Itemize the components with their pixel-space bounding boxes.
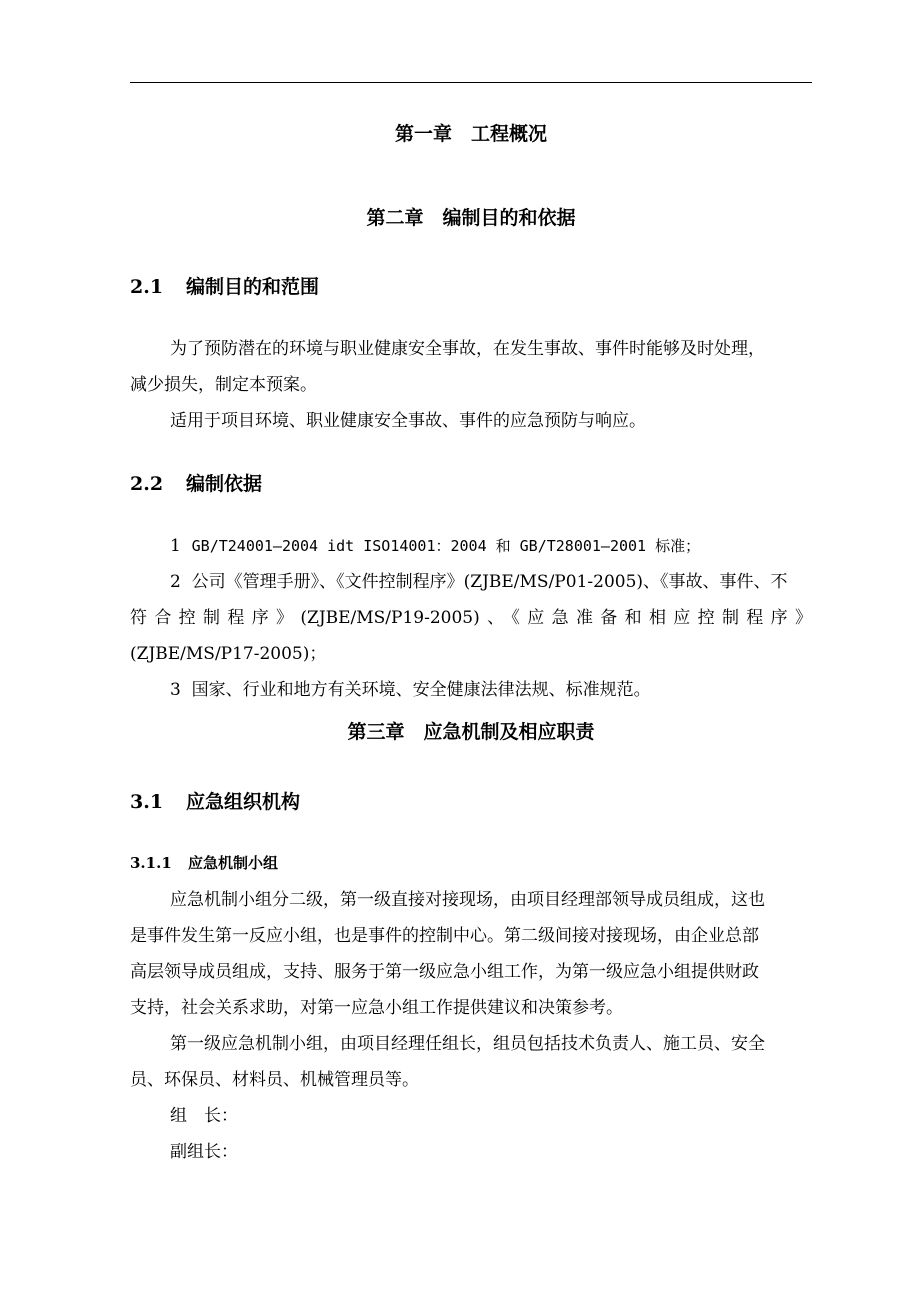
subsection-number: 3.1.1 <box>130 854 172 872</box>
list-item <box>170 677 651 703</box>
paragraph-line: 为了预防潜在的环境与职业健康安全事故，在发生事故、事件时能够及时处理， <box>170 339 765 359</box>
section-title: 编制目的和范围 <box>186 276 320 298</box>
paragraph-line: 高层领导成员组成，支持、服务于第一级应急小组工作，为第一级应急小组提供财政 <box>130 962 759 982</box>
paragraph-line: 支持，社会关系求助，对第一应急小组工作提供建议和决策参考。 <box>130 998 623 1018</box>
list-item-text: 国家、行业和地方有关环境、安全健康法律法规、标准规范。 <box>191 680 651 700</box>
section-title: 编制依据 <box>186 473 263 495</box>
paragraph-line: (ZJBE/MS/P17-2005)； <box>130 644 327 664</box>
chapter-1-title: 第一章 工程概况 <box>394 123 547 145</box>
subsection-title: 应急机制小组 <box>188 854 279 872</box>
header-rule <box>130 82 812 83</box>
chapter-2-title: 第二章 编制目的和依据 <box>366 207 576 229</box>
section-2-1-heading <box>130 273 319 301</box>
subsection-3-1-1-heading <box>130 851 278 875</box>
leader-label: 组 长： <box>170 1106 238 1126</box>
paragraph-line: 适用于项目环境、职业健康安全事故、事件的应急预防与响应。 <box>170 411 646 431</box>
section-3-1-heading <box>130 788 300 816</box>
list-item-text: GB/T24001—2004 idt ISO14001：2004 和 GB/T28001—2001 标准； <box>191 537 701 555</box>
section-number: 2.2 <box>130 473 164 495</box>
section-number: 2.1 <box>130 276 164 298</box>
list-item-number: 3 <box>170 680 181 700</box>
section-2-2-heading <box>130 470 262 498</box>
section-title: 应急组织机构 <box>186 791 301 813</box>
paragraph-line: 符合控制程序》(ZJBE/MS/P19-2005)、《应急准备和相应控制程序》 <box>130 608 812 628</box>
list-item <box>170 569 788 595</box>
paragraph-line: 应急机制小组分二级，第一级直接对接现场，由项目经理部领导成员组成，这也 <box>170 890 765 910</box>
list-item-number: 1 <box>170 536 181 556</box>
paragraph-line: 第一级应急机制小组，由项目经理任组长，组员包括技术负责人、施工员、安全 <box>170 1034 765 1054</box>
paragraph-line: 员、环保员、材料员、机械管理员等。 <box>130 1070 419 1090</box>
section-number: 3.1 <box>130 791 164 813</box>
deputy-leader-label: 副组长： <box>170 1142 238 1162</box>
list-item-number: 2 <box>170 572 181 592</box>
paragraph-line: 是事件发生第一反应小组，也是事件的控制中心。第二级间接对接现场，由企业总部 <box>130 926 759 946</box>
chapter-3-title: 第三章 应急机制及相应职责 <box>347 721 595 743</box>
list-item <box>170 533 700 559</box>
paragraph-line: 减少损失，制定本预案。 <box>130 375 317 395</box>
list-item-text: 公司《管理手册》、《文件控制程序》(ZJBE/MS/P01-2005)、《事故、事件、不 <box>191 572 788 592</box>
